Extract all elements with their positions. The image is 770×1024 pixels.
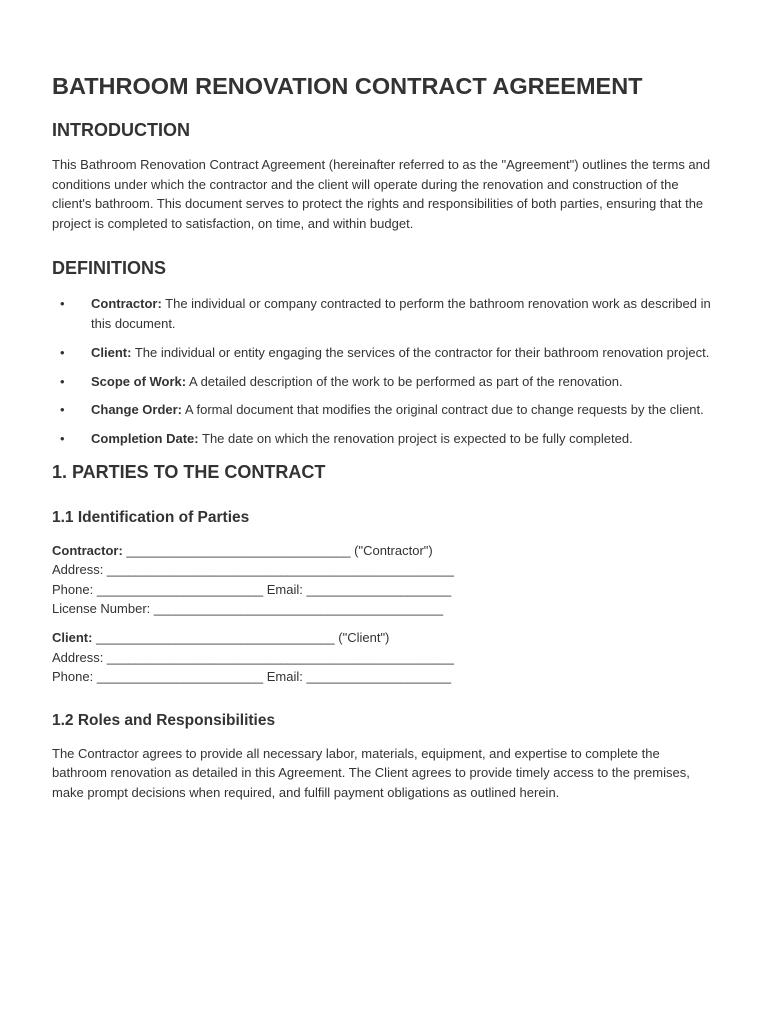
definition-item [52, 294, 718, 333]
definition-text: The date on which the renovation project is expected to be fully completed. [198, 431, 633, 447]
contractor-phone-email-field[interactable]: Phone: _______________________ Email: ____________________ [52, 581, 452, 597]
definitions-heading: DEFINITIONS [52, 258, 167, 279]
bullet-icon: • [60, 431, 65, 447]
definition-term: Client: [91, 344, 132, 360]
bullet-icon: • [60, 344, 65, 360]
bullet-icon: • [60, 296, 65, 312]
definition-term: Contractor: [91, 296, 162, 312]
client-name-field[interactable]: _________________________________ ("Client") [92, 630, 390, 646]
client-label: Client: [52, 630, 93, 646]
definition-text: The individual or entity engaging the services of the contractor for their bathroom renovation project. [131, 344, 710, 360]
contractor-license-field[interactable]: License Number: ________________________________________ [52, 601, 444, 617]
bullet-icon: • [60, 402, 65, 418]
client-name-line [52, 628, 718, 648]
definition-term: Completion Date: [91, 431, 199, 447]
bullet-icon: • [60, 373, 65, 389]
contractor-fields [52, 541, 718, 619]
contractor-name-field[interactable]: _______________________________ ("Contractor") [122, 542, 433, 558]
parties-heading: 1. PARTIES TO THE CONTRACT [52, 461, 326, 482]
definition-term: Scope of Work: [91, 373, 187, 389]
introduction-heading: INTRODUCTION [52, 120, 190, 140]
roles-text: The Contractor agrees to provide all necessary labor, materials, equipment, and expertise to complete the bathroom renovation as detailed in this Agreement. The Client agrees to provide timely access to the premises, make prompt decisions when required, and fulfill payment obligations as outlined herein. [52, 745, 690, 801]
definition-item [52, 372, 718, 392]
definition-term: Change Order: [91, 402, 183, 418]
definition-text: A formal document that modifies the original contract due to change requests by the client. [182, 402, 704, 418]
definitions-list [52, 294, 718, 448]
contractor-label: Contractor: [52, 542, 123, 558]
identification-heading: 1.1 Identification of Parties [52, 508, 250, 526]
client-phone-email-field[interactable]: Phone: _______________________ Email: ____________________ [52, 669, 452, 685]
client-fields [52, 628, 718, 687]
introduction-text: This Bathroom Renovation Contract Agreement (hereinafter referred to as the "Agreement") outlines the terms and conditions under which the contractor and the client will operate during the renovation and construction of the client's bathroom. This document serves to protect the rights and responsibilities of both parties, ensuring that the project is completed to satisfaction, on time, and within budget. [52, 157, 711, 231]
definition-text: A detailed description of the work to be performed as part of the renovation. [186, 373, 623, 389]
client-address-field[interactable]: Address: ________________________________________________ [52, 649, 454, 665]
definition-item [52, 400, 718, 420]
document-title: BATHROOM RENOVATION CONTRACT AGREEMENT [52, 73, 643, 99]
contractor-address-field[interactable]: Address: ________________________________________________ [52, 562, 454, 578]
definition-item [52, 343, 718, 363]
definition-item [52, 429, 718, 449]
definition-text: The individual or company contracted to perform the bathroom renovation work as described in this document. [91, 296, 711, 331]
roles-heading: 1.2 Roles and Responsibilities [52, 711, 276, 729]
contractor-name-line [52, 541, 718, 561]
